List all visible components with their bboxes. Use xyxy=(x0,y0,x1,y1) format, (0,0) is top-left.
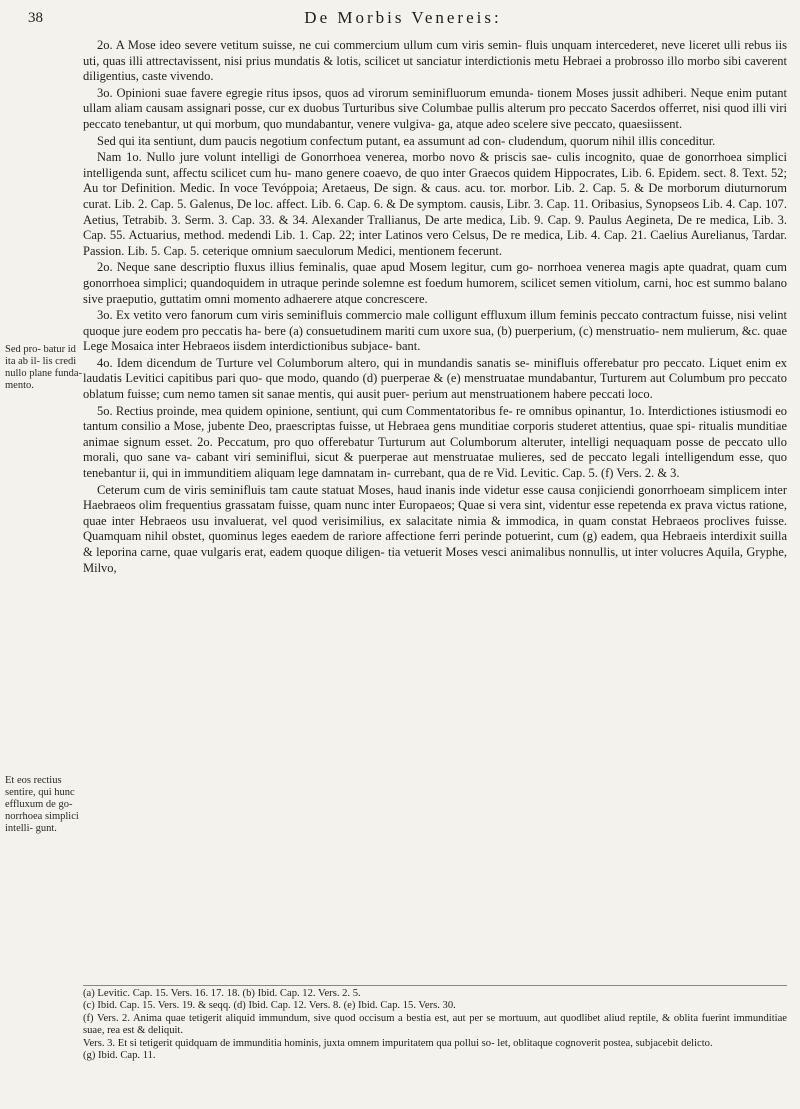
page-header xyxy=(28,8,778,34)
paragraph-sed: Sed qui ita sentiunt, dum paucis negotium confectum putant, ea assumunt ad con- cludendum, quorum nihil illis conceditur. xyxy=(97,133,716,148)
paragraph-idem: 4o. Idem dicendum de Turture vel Columborum altero, qui in mundandis sanatis se- minifluis offerebatur pro peccato. Liquet enim ex laudatis Levitici capitibus pari quo- que modo, quando (d) puerperae & (e) menstruatae mundabantur, Turturem aut Columbum pro peccato oblatum fuisse; cum nemo tamen sit sanae mentis, qui ausit puer- perium aut menstruationem habere peccati loco. xyxy=(83,355,787,402)
paragraph-rectius: 5o. Rectius proinde, mea quidem opinione, sentiunt, qui cum Commentatoribus fe- re omnibus opinantur, 1o. Interdictiones istiusmodi eo tantum consilio a Mose, jubente Deo, praescriptas fuisse, ut Hebraea gens munditiae corporis studeret attentius, quae spi- ritualis munditiae animae signum esset. 2o. Peccatum, pro quo offerebatur Turturum aut Columborum alteruter, intelligi nequaquam posse de peccato ullo morali, quo sane va- cabant viri seminiflui, sicut & puerperae aut menstruatae mulieres, sed de peccato legali intelligendum esse, quo tenebantur ii, qui in immunditiem aliquam lege damnatam in- currebant, qua de re Vid. Levitic. Cap. 5. (f) Vers. 2. & 3. xyxy=(83,403,787,481)
paragraph-ceterum: Ceterum cum de viris seminifluis tam caute statuat Moses, haud inanis inde videtur esse causa conjiciendi gonorrhoeam simplicem inter Haebraeos olim frequentius grassatam fuisse, quam nunc inter Europaeos; Quae si vera sint, videntur esse repetenda ex prava victus ratione, quae inter Hebraeos usu invaluerat, vel quod verisimilius, ex salacitate nimia & immodica, in quam constat Hebraeos proclives fuisse. Quamquam nihil obstet, quominus leges eaedem de rariore affectione ferri perinde potuerint, cum (g) eadem, qua Hebraeis interdixit suilla & leporina carne, quae vulgaris erat, eadem quoque diligen- tia vetuerit Moses vesci animalibus nonnullis, ut inter volucres Aquila, Gryphe, Milvo, xyxy=(83,482,787,575)
margin-note-rectius: Et eos rectius sentire, qui hunc effluxum de go- norrhoea simplici intelli- gunt. xyxy=(5,775,79,834)
footnote-line: (c) Ibid. Cap. 15. Vers. 19. & seqq. (d) Ibid. Cap. 12. Vers. 8. (e) Ibid. Cap. 15. Vers. 30. xyxy=(83,1000,456,1012)
footnotes xyxy=(83,985,787,1062)
footnote-line: (g) Ibid. Cap. 11. xyxy=(83,1050,156,1062)
margin-note-credi: Sed pro- batur id ita ab il- lis credi nullo plane funda- mento. xyxy=(5,344,82,391)
paragraph-3: 3o. Opinioni suae favere egregie ritus ipsos, quos ad virorum seminifluorum emunda- tionem Moses jussit adhiberi. Neque enim putant ullam aliam causam assignari posse, cur ex duobus Turturibus sive Columbae pullis alterum pro peccato Sacerdos offerret, nisi quod illi viri peccato tenebantur, ut qui morbum, quo mundabantur, venere vulgiva- ga, atque adeo scelere sive peccato, quaesiissent. xyxy=(83,85,787,131)
footnote-line: (f) Vers. 2. Anima quae tetigerit aliquid immundum, sive quod occisum a bestia est, aut per se mortuum, aut quodlibet aliud reptile, & oblita fuerint immunditiae suae, rea est & deliquit. xyxy=(83,1012,787,1037)
page-number: 38 xyxy=(28,10,43,26)
footnote-rule xyxy=(83,985,787,986)
footnote-line: (a) Levitic. Cap. 15. Vers. 16. 17. 18. (b) Ibid. Cap. 12. Vers. 2. 5. xyxy=(83,988,361,999)
paragraph-neque: 2o. Neque sane descriptio fluxus illius feminalis, quae apud Mosem legitur, cum go- norrhoea venerea magis apte quadrat, quam cum gonorrhoea simplici; quandoquidem in utraque perinde solemne est foedum humorem, scilicet semen vitiolum, carni, hoc est summo balano sive praeputio, guttatim omni momento adhaerere atque concrescere. xyxy=(83,260,787,306)
running-head: De Morbis Venereis: xyxy=(304,8,502,27)
paragraph-ex-vetito: 3o. Ex vetito vero fanorum cum viris seminifluis commercio male colligunt effluxum illum feminis peccato contractum fuisse, nisi velint quoque jure eodem pro peccatis ha- bere (a) consuetudinem mariti cum uxore sua, (b) puerperium, (c) menstruatio- nem mulierum, &c. quae Lege Mosaica inter Hebraeos iisdem interdictionibus subjace- bant. xyxy=(83,308,787,354)
paragraph-nam-1: Nam 1o. Nullo jure volunt intelligi de Gonorrhoea venerea, morbo novo & priscis sae- culis incognito, quae de gonorrhoea simplici intelligenda sunt, affectu scilicet cum hu- mano genere coaevo, de quo inter Graecos quidem Hippocrates, Lib. 6. Epidem. sect. 8. Text. 52; Au tor Definition. Medic. In voce Tevóppoia; Aretaeus, De sign. & caus. acu. tor. morbor. Lib. 2. Cap. 5. & De morborum diuturnorum curat. Lib. 2. Cap. 5. Galenus, De loc. affect. Lib. 6. Cap. 6. & De symptom. causis, Libr. 3. Cap. 11. Oribasius, Synopseos Lib. 4. Cap. 107. Aetius, Tetrabib. 3. Serm. 3. Cap. 33. & 34. Alexander Trallianus, De arte medica, Lib. 9. Cap. 9. Paulus Aegineta, De re medica, Lib. 3. Cap. 55. Actuarius, method. medendi Lib. 1. Cap. 22; inter Latinos vero Celsus, De re medica, Lib. 4. Cap. 21. Caelius Aurelianus, Tardar. Passion. Lib. 5. Cap. 5. ceterique omnium saeculorum Medici, mentionem fecerunt. xyxy=(83,150,787,258)
main-text xyxy=(83,38,787,1038)
paragraph-2: 2o. A Mose ideo severe vetitum suisse, ne cui commercium ullum cum viris semin- fluis unquam intercederet, neve liceret ulli rebus iis uti, quas illi attrectavissent, nisi prius mundatis & lotis, scilicet ut sanciatur interdictionis metu Hebraei a probrosso illo morbo sibi caverent diligentius, caste vivendo. xyxy=(83,38,787,84)
footnote-line: Vers. 3. Et si tetigerit quidquam de immunditia hominis, juxta omnem impuritatem qua pollui so- let, oblitaque cognoverit postea, subjacebit delicto. xyxy=(83,1037,713,1049)
